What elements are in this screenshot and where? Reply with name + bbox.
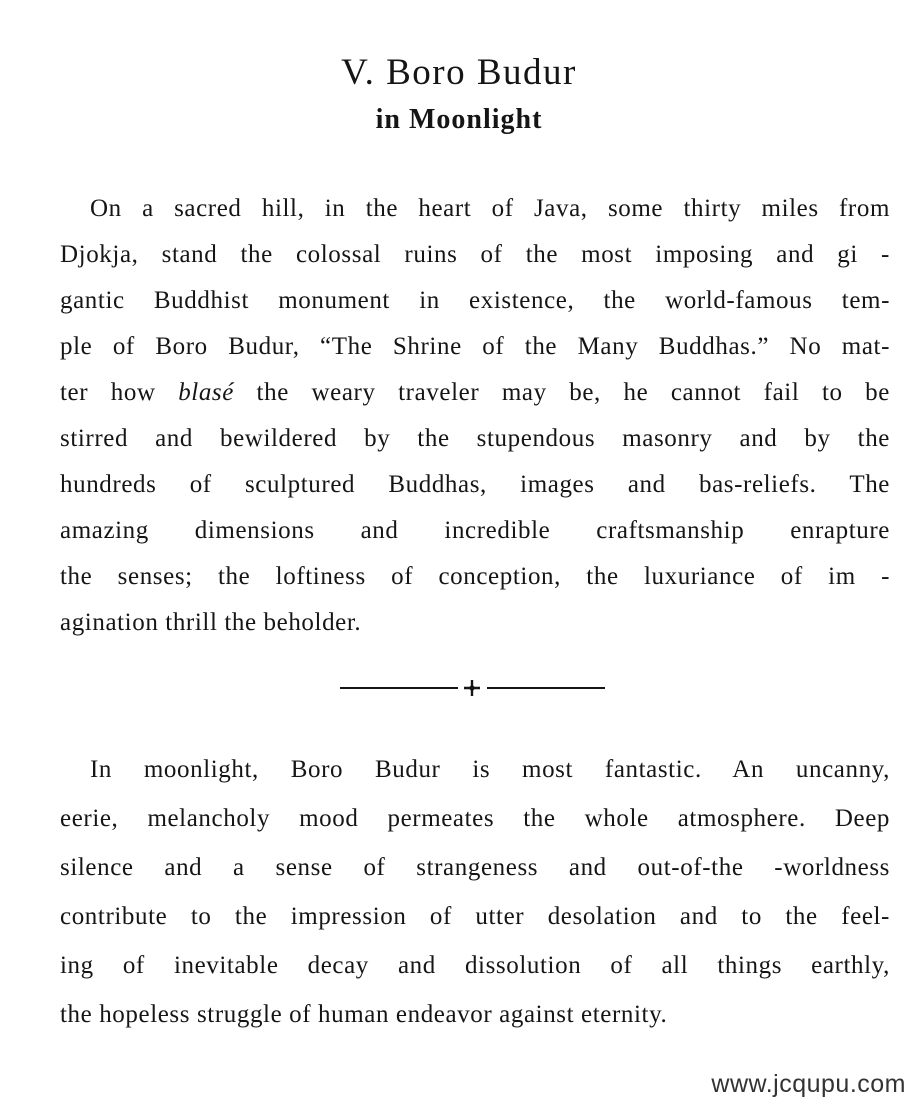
text-line: the hopeless struggle of human endeavor against eternity.: [60, 1001, 668, 1028]
text-line: the senses; the loftiness of conception, the luxuriance of im -: [60, 563, 890, 590]
text-line: silence and a sense of strangeness and out-of-the -worldness: [60, 854, 890, 881]
chapter-title: V. Boro Budur: [341, 52, 577, 93]
text-line: amazing dimensions and incredible craftsmanship enrapture: [60, 517, 890, 544]
text-line: [60, 370, 890, 416]
text-line: eerie, melancholy mood permeates the whole atmosphere. Deep: [60, 805, 890, 832]
paragraph-java-ruins: [60, 186, 890, 646]
watermark: www.jcqupu.com: [711, 1070, 906, 1098]
chapter-subtitle: in Moonlight: [375, 104, 543, 135]
text-fragment: ter how: [60, 379, 179, 406]
text-line: ing of inevitable decay and dissolution of all things earthly,: [60, 952, 890, 979]
text-line: ple of Boro Budur, “The Shrine of the Many Buddhas.” No mat-: [60, 333, 890, 360]
text-fragment: the weary traveler may be, he cannot fail to be: [233, 379, 890, 406]
italic-word: blasé: [178, 379, 234, 406]
text-line: agination thrill the beholder.: [60, 609, 362, 636]
text-line: Djokja, stand the colossal ruins of the most imposing and gi -: [60, 241, 890, 268]
text-line: stirred and bewildered by the stupendous masonry and by the: [60, 425, 890, 452]
text-line: gantic Buddhist monument in existence, the world-famous tem-: [60, 287, 890, 314]
section-divider-ornament: [340, 678, 605, 698]
text-line: In moonlight, Boro Budur is most fantastic. An uncanny,: [90, 756, 890, 783]
text-line: hundreds of sculptured Buddhas, images and bas-reliefs. The: [60, 471, 890, 498]
paragraph-moonlight: [60, 745, 890, 1039]
text-line: contribute to the impression of utter desolation and to the feel-: [60, 903, 890, 930]
text-line: On a sacred hill, in the heart of Java, some thirty miles from: [90, 195, 890, 222]
